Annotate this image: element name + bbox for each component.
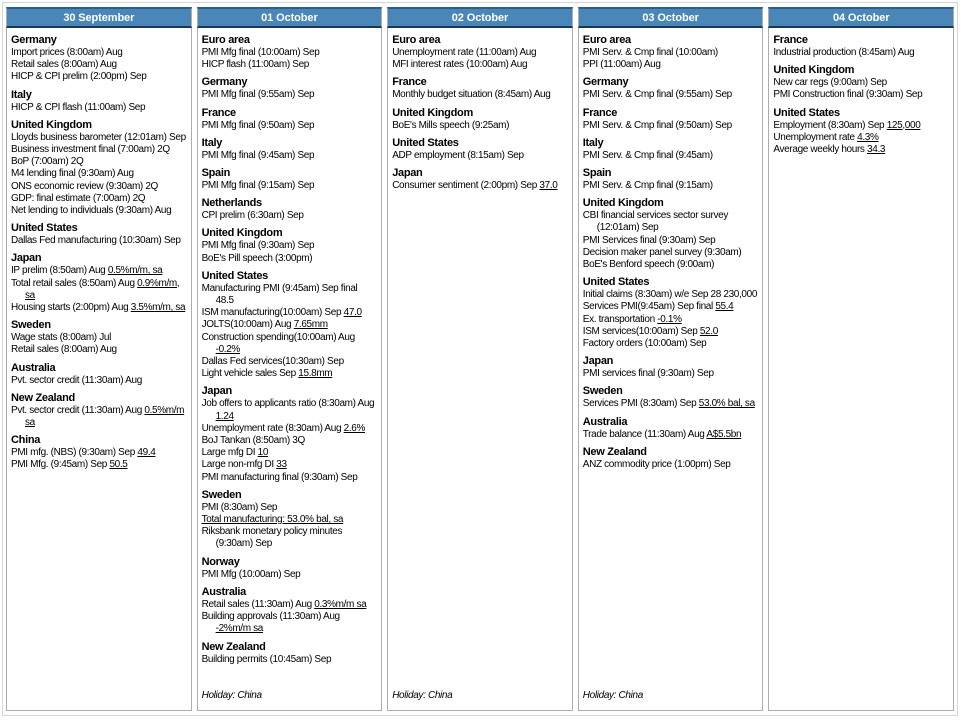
event-item: GDP: final estimate (7:00am) 2Q — [11, 192, 146, 204]
event-item: Wage stats (8:00am) Jul — [11, 332, 111, 344]
event-item: PMI Services final (9:30am) Sep — [582, 234, 716, 246]
event-item: Initial claims (8:30am) w/e Sep 28 230,000 — [582, 289, 758, 301]
day-column-4 — [578, 7, 764, 711]
event-item: Average weekly hours 34.3 — [773, 144, 886, 156]
event-item: ISM manufacturing(10:00am) Sep 47.0 — [201, 307, 362, 319]
event-item: BoJ Tankan (8:50am) 3Q — [201, 435, 305, 447]
country-heading: United Kingdom — [582, 197, 664, 210]
event-item: Unemployment rate 4.3% — [773, 131, 879, 143]
country-heading: France — [582, 106, 618, 119]
country-section — [392, 137, 568, 162]
country-heading: Australia — [11, 361, 56, 374]
country-heading: Euro area — [201, 34, 250, 46]
country-section — [773, 64, 949, 101]
country-section — [11, 34, 187, 84]
country-section — [583, 76, 759, 101]
event-item: Building permits (10:45am) Sep — [201, 653, 332, 665]
country-heading: Germany — [582, 76, 629, 89]
country-section — [11, 89, 187, 114]
country-heading: France — [773, 34, 808, 46]
holiday-note: Holiday: China — [392, 689, 453, 701]
event-item: Large non-mfg DI 33 — [201, 459, 287, 471]
country-section — [392, 167, 568, 192]
event-value-underlined: -0.2% — [215, 343, 240, 355]
event-value-underlined: 10 — [257, 447, 269, 459]
event-item: Factory orders (10:00am) Sep — [582, 338, 707, 350]
event-value-underlined: 47.0 — [343, 307, 362, 319]
event-value-underlined: 37.0 — [539, 180, 558, 192]
country-section — [583, 416, 759, 441]
country-section — [11, 392, 187, 429]
event-item: Construction spending(10:00am) Aug -0.2% — [201, 331, 355, 355]
event-item: PMI Serv. & Cmp final (9:50am) Sep — [582, 119, 732, 131]
holiday-note: Holiday: China — [201, 689, 262, 701]
country-heading: Spain — [582, 167, 612, 180]
event-item: Retail sales (8:00am) Aug — [11, 344, 117, 356]
country-heading: Sweden — [582, 385, 623, 398]
country-heading: Euro area — [582, 34, 631, 46]
country-heading: Netherlands — [201, 197, 262, 210]
country-heading: Australia — [582, 415, 628, 428]
country-section — [202, 137, 378, 162]
event-item: Business investment final (7:00am) 2Q — [11, 144, 170, 156]
country-section — [583, 107, 759, 132]
event-item: Lloyds business barometer (12:01am) Sep — [11, 131, 186, 143]
event-item: Riksbank monetary policy minutes (9:30am) Sep — [201, 526, 343, 550]
event-item: CPI prelim (6:30am) Sep — [201, 210, 304, 222]
event-value-underlined: -0.1% — [657, 313, 682, 325]
country-section — [202, 167, 378, 192]
event-item: PMI Serv. & Cmp final (10:00am) — [582, 47, 718, 58]
country-heading: Euro area — [392, 34, 441, 46]
event-value-underlined: 55.4 — [715, 301, 734, 313]
event-item: PMI Serv. & Cmp final (9:45am) — [582, 149, 713, 161]
event-item: Large mfg DI 10 — [201, 447, 269, 459]
country-section — [202, 385, 378, 483]
event-value-underlined: 34.3 — [867, 144, 886, 156]
country-section — [202, 641, 378, 666]
event-item: HICP & CPI flash (11:00am) Sep — [11, 101, 146, 113]
country-heading: United States — [773, 106, 840, 119]
event-item: PMI (8:30am) Sep — [201, 501, 278, 513]
country-heading: Sweden — [11, 319, 51, 332]
country-heading: France — [392, 76, 427, 89]
day-events — [578, 28, 764, 711]
event-value-underlined: 7.65mm — [293, 319, 328, 331]
day-column-3 — [387, 7, 573, 711]
event-item: Retail sales (11:30am) Aug 0.3%m/m sa — [201, 598, 367, 610]
event-item: HICP flash (11:00am) Sep — [201, 59, 309, 71]
date-header: 02 October — [387, 7, 573, 28]
event-item: New car regs (9:00am) Sep — [773, 77, 887, 89]
event-item: PMI Mfg final (9:45am) Sep — [201, 149, 315, 161]
event-value-underlined: 0.5%m/m sa — [25, 404, 185, 429]
event-item: Job offers to applicants ratio (8:30am) Aug 1.24 — [201, 398, 375, 422]
country-section — [11, 319, 187, 356]
event-item: Net lending to individuals (9:30am) Aug — [11, 205, 172, 217]
country-section — [202, 556, 378, 581]
day-events — [387, 28, 573, 711]
event-item: Total retail sales (8:50am) Aug 0.9%m/m, sa — [11, 277, 180, 301]
event-item: Industrial production (8:45am) Aug — [773, 47, 915, 58]
country-section — [202, 76, 378, 101]
country-section — [583, 446, 759, 471]
date-header: 04 October — [768, 7, 954, 28]
event-item: Dallas Fed manufacturing (10:30am) Sep — [11, 235, 181, 247]
event-item: Pvt. sector credit (11:30am) Aug — [11, 374, 142, 386]
event-value-underlined: 15.8mm — [298, 368, 333, 380]
country-section — [583, 34, 759, 71]
event-value-underlined: A$5.5bn — [706, 428, 742, 440]
country-heading: United States — [201, 269, 268, 282]
country-heading: United Kingdom — [392, 106, 473, 119]
date-header: 03 October — [578, 7, 764, 28]
event-value-underlined: 0.5%m/m, sa — [107, 265, 163, 277]
country-section — [202, 270, 378, 381]
event-item: PMI Serv. & Cmp final (9:55am) Sep — [582, 89, 732, 101]
event-item: Housing starts (2:00pm) Aug 3.5%m/m, sa — [11, 302, 186, 314]
event-value-underlined: Total manufacturing: 53.0% bal, sa — [201, 514, 344, 526]
country-heading: Japan — [201, 385, 232, 398]
event-item: Building approvals (11:30am) Aug -2%m/m sa — [201, 611, 340, 635]
event-value-underlined: 0.3%m/m sa — [314, 598, 367, 610]
country-heading: Japan — [11, 252, 42, 265]
date-header: 01 October — [197, 7, 383, 28]
day-events — [197, 28, 383, 711]
event-item: Employment (8:30am) Sep 125,000 — [773, 119, 921, 131]
country-section — [11, 119, 187, 217]
country-heading: Japan — [392, 167, 423, 180]
event-item: BoP (7:00am) 2Q — [11, 156, 84, 168]
event-item: PMI Mfg. (9:45am) Sep 50.5 — [11, 459, 128, 471]
event-item: ANZ commodity price (1:00pm) Sep — [582, 458, 731, 470]
country-heading: United Kingdom — [11, 118, 92, 131]
country-section — [392, 76, 568, 101]
event-item: PMI Mfg final (9:15am) Sep — [201, 180, 315, 192]
day-events — [6, 28, 192, 711]
event-value-underlined: 52.0 — [699, 325, 718, 337]
event-item: Pvt. sector credit (11:30am) Aug 0.5%m/m sa — [11, 404, 185, 429]
country-section — [202, 489, 378, 551]
event-item: HICP & CPI prelim (2:00pm) Sep — [11, 71, 147, 83]
country-section — [202, 197, 378, 222]
event-item — [202, 514, 378, 526]
date-header: 30 September — [6, 7, 192, 28]
event-item: Trade balance (11:30am) Aug A$5.5bn — [582, 428, 742, 440]
event-item: ISM services(10:00am) Sep 52.0 — [582, 325, 718, 337]
event-value-underlined: 50.5 — [109, 459, 128, 471]
country-heading: New Zealand — [582, 445, 647, 458]
country-heading: China — [11, 434, 41, 447]
event-item: PPI (11:00am) Aug — [582, 59, 661, 71]
country-section — [202, 227, 378, 264]
event-value-underlined: 33 — [276, 459, 287, 471]
country-heading: Spain — [201, 167, 231, 180]
country-heading: United States — [11, 222, 78, 235]
country-heading: Australia — [201, 585, 246, 598]
event-item: BoE's Benford speech (9:00am) — [582, 259, 715, 271]
day-column-2 — [197, 7, 383, 711]
event-item: PMI mfg. (NBS) (9:30am) Sep 49.4 — [11, 447, 156, 459]
event-item: Import prices (8:00am) Aug — [11, 47, 123, 58]
event-value-underlined: 0.9%m/m, sa — [25, 277, 180, 301]
day-column-5 — [768, 7, 954, 711]
country-heading: Sweden — [201, 488, 242, 501]
event-item: M4 lending final (9:30am) Aug — [11, 168, 134, 180]
country-heading: United States — [582, 276, 650, 289]
event-item: Unemployment rate (11:00am) Aug — [392, 47, 537, 58]
event-item: Unemployment rate (8:30am) Aug 2.6% — [201, 422, 366, 434]
event-value-underlined: 49.4 — [137, 447, 156, 459]
event-item: PMI services final (9:30am) Sep — [582, 368, 714, 380]
country-heading: United Kingdom — [773, 64, 855, 77]
event-item: BoE's Pill speech (3:00pm) — [201, 252, 313, 264]
event-item: JOLTS(10:00am) Aug 7.65mm — [201, 319, 328, 331]
country-heading: Germany — [11, 34, 57, 46]
country-heading: Germany — [201, 76, 248, 89]
country-section — [392, 107, 568, 132]
calendar-grid — [6, 7, 954, 711]
country-heading: Italy — [11, 88, 32, 101]
event-item: Decision maker panel survey (9:30am) — [582, 246, 742, 258]
event-item: ONS economic review (9:30am) 2Q — [11, 180, 158, 192]
event-item: PMI Mfg (10:00am) Sep — [201, 568, 301, 580]
country-section — [583, 276, 759, 350]
event-item: BoE's Mills speech (9:25am) — [392, 119, 510, 131]
country-section — [583, 137, 759, 162]
event-item: PMI Mfg final (9:30am) Sep — [201, 240, 315, 252]
country-section — [202, 586, 378, 636]
event-item: Dallas Fed services(10:30am) Sep — [201, 356, 344, 368]
event-item: ADP employment (8:15am) Sep — [392, 149, 524, 161]
country-section — [11, 222, 187, 247]
country-heading: Italy — [582, 136, 604, 149]
event-item: PMI Mfg final (9:50am) Sep — [201, 119, 315, 131]
country-section — [583, 355, 759, 380]
country-section — [11, 362, 187, 387]
country-heading: United Kingdom — [201, 227, 283, 240]
event-item: Ex. transportation -0.1% — [582, 313, 682, 325]
day-events — [768, 28, 954, 711]
event-item: MFI interest rates (10:00am) Aug — [392, 59, 528, 71]
event-item: Monthly budget situation (8:45am) Aug — [392, 89, 551, 101]
country-heading: Japan — [582, 355, 614, 368]
country-section — [773, 34, 949, 59]
event-item: Services PMI (8:30am) Sep 53.0% bal, sa — [582, 398, 755, 410]
country-section — [202, 34, 378, 71]
event-item: PMI Serv. & Cmp final (9:15am) — [582, 180, 713, 192]
holiday-note: Holiday: China — [582, 689, 643, 701]
country-section — [583, 197, 759, 271]
country-section — [773, 107, 949, 157]
event-value-underlined: 53.0% bal, sa — [698, 398, 755, 410]
event-item: CBI financial services sector survey (12:01am) Sep — [582, 210, 729, 234]
country-heading: France — [201, 106, 236, 119]
event-item: IP prelim (8:50am) Aug 0.5%m/m, sa — [11, 265, 163, 277]
country-section — [583, 167, 759, 192]
event-item: PMI Mfg final (9:55am) Sep — [201, 89, 315, 101]
event-value-underlined: 1.24 — [215, 410, 234, 422]
country-heading: Italy — [201, 136, 223, 149]
event-item: Light vehicle sales Sep 15.8mm — [201, 368, 333, 380]
country-section — [583, 385, 759, 410]
event-value-underlined: -2%m/m sa — [215, 623, 264, 635]
country-heading: United States — [392, 136, 459, 149]
event-value-underlined: 2.6% — [343, 422, 366, 434]
event-value-underlined: 3.5%m/m, sa — [130, 302, 186, 314]
event-item: PMI manufacturing final (9:30am) Sep — [201, 471, 358, 483]
day-column-1 — [6, 7, 192, 711]
event-value-underlined: 125,000 — [886, 119, 921, 131]
country-section — [11, 252, 187, 314]
country-heading: New Zealand — [201, 640, 266, 653]
country-section — [11, 434, 187, 471]
event-item: PMI Mfg final (10:00am) Sep — [201, 47, 320, 58]
country-heading: Norway — [201, 555, 240, 568]
event-item: Retail sales (8:00am) Aug — [11, 59, 117, 71]
event-item: Manufacturing PMI (9:45am) Sep final 48.5 — [201, 282, 358, 307]
economic-calendar — [2, 2, 958, 716]
event-item: Consumer sentiment (2:00pm) Sep 37.0 — [392, 180, 558, 192]
event-item: Services PMI(9:45am) Sep final 55.4 — [582, 301, 734, 313]
event-item: PMI Construction final (9:30am) Sep — [773, 89, 923, 101]
country-section — [202, 107, 378, 132]
country-section — [392, 34, 568, 71]
country-heading: New Zealand — [11, 391, 75, 404]
event-value-underlined: 4.3% — [857, 131, 879, 143]
